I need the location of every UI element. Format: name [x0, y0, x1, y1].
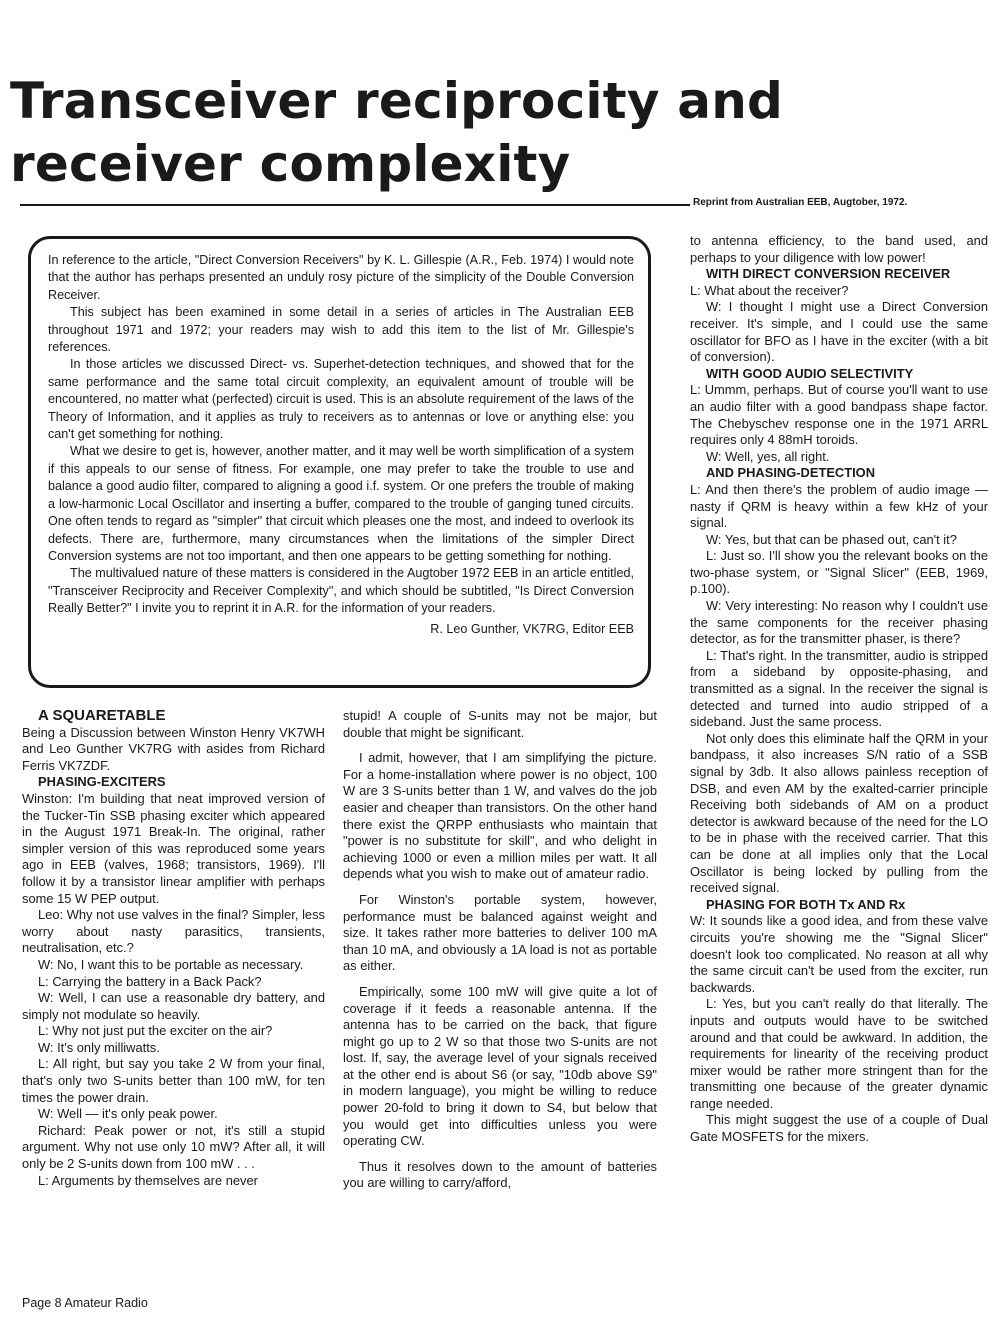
paragraph: W: I thought I might use a Direct Conversion receiver. It's simple, and I could use the same oscillator for BFO as I have in the exciter (with a bit of conversion).	[690, 299, 988, 365]
paragraph: W: Very interesting: No reason why I couldn't use the same components for the receiver phasing detector, as for the transmitter phaser, is there?	[690, 598, 988, 647]
paragraph: L: Why not just put the exciter on the air?	[38, 1023, 273, 1039]
paragraph: Winston: I'm building that neat improved version of the Tucker-Tin SSB phasing exciter which appeared in the August 1971 Break-In. The original, rather simpler version of this was reproduced some years ago in EEB (valves, 1968; transistors, 1969). I'll follow it by a transistor linear amplifier with perhaps some 15 W PEP output.	[22, 790, 325, 906]
letter-paragraph: In those articles we discussed Direct- vs. Superhet-detection techniques, and showed that for the same performance and the same total circuit complexity, an equivalent amount of trouble will be encountered, no matter what (perfected) circuit is used. This is an absolute requirement of the laws of the Theory of Information, and it applies as truly to receivers as to antennas or love or anything else: you can't get something for nothing.	[48, 357, 634, 442]
paragraph: W: Well, yes, all right.	[706, 448, 830, 464]
paragraph: to antenna efficiency, to the band used, and perhaps to your diligence with low power!	[690, 233, 988, 265]
section-heading: A SQUARETABLE	[38, 707, 166, 724]
paragraph: For Winston's portable system, however, performance must be balanced against weight and size. It takes rather more batteries to deliver 100 mA than 10 mA, and obviously a 1A load is not as portable as either.	[343, 891, 657, 974]
column-1	[22, 708, 325, 1189]
paragraph: W: Well, I can use a reasonable dry battery, and simply not modulate so heavily.	[22, 990, 325, 1022]
paragraph: stupid! A couple of S-units may not be major, but double that might be significant.	[343, 708, 657, 740]
subheading: WITH DIRECT CONVERSION RECEIVER	[706, 266, 951, 282]
paragraph: L: All right, but say you take 2 W from your final, that's only two S-units better than 100 mW, for ten times the power drain.	[22, 1056, 325, 1105]
paragraph: W: It sounds like a good idea, and from these valve circuits you're showing me the "Signal Slicer" doesn't look too complicated. No reason at all why the same circuit can't be used from the exciter, run backwards.	[690, 913, 988, 995]
paragraph: W: Yes, but that can be phased out, can't it?	[706, 531, 957, 547]
paragraph: Richard: Peak power or not, it's still a stupid argument. Why not use only 10 mW? After all, it will only be 2 S-units down from 100 mW . . .	[22, 1122, 325, 1172]
letter-paragraph: What we desire to get is, however, another matter, and it may well be worth simplification of a system if this appeals to our sense of fitness. For example, one may prefer to take the trouble to use and balance a good audio filter, compared to aligning a good i.f. system. Or one prefers the trouble of making a low-harmonic Local Oscillator and inserting a buffer, compared to the trouble of ganging tuned circuits. One often tends to regard as "simpler" that circuit which pleases one the most, and indeed to overlook its defects. There are, furthermore, many circumstances when the limitations of the simpler Direct Conversion systems are not too important, and then one appears to be getting something for nothing.	[48, 444, 634, 563]
page-footer: Page 8 Amateur Radio	[22, 1296, 148, 1310]
paragraph: L: Carrying the battery in a Back Pack?	[38, 973, 262, 989]
paragraph: L: And then there's the problem of audio image — nasty if QRM is heavy within a few kHz of your signal.	[690, 481, 988, 531]
paragraph: L: Just so. I'll show you the relevant books on the two-phase system, or "Signal Slicer" (EEB, 1969, p.100).	[690, 548, 988, 597]
paragraph: Leo: Why not use valves in the final? Simpler, less worry about nasty parasitics, transients, neutralisation, etc.?	[22, 907, 325, 956]
paragraph: L: What about the receiver?	[690, 282, 849, 298]
paragraph: W: It's only milliwatts.	[38, 1039, 160, 1055]
paragraph: I admit, however, that I am simplifying the picture. For a home-installation where power is no object, 100 W are 3 S-units better than 1 W, and valves do the job easier and cheaper than transistors. On the other hand there exist the QRPP enthusiasts who maintain that "power is no substitute for skill", and who delight in achieving 1000 or even a million miles per watt. It all depends what you wish to make out of amateur radio.	[343, 750, 657, 882]
letter-paragraph: This subject has been examined in some detail in a series of articles in The Australian EEB throughout 1971 and 1972; your readers may wish to add this item to the list of Mr. Gillespie's references.	[48, 305, 634, 355]
intro-paragraph: Being a Discussion between Winston Henry VK7WH and Leo Gunther VK7RG with asides from Richard Ferris VK7ZDF.	[22, 724, 325, 773]
paragraph: L: Arguments by themselves are never	[38, 1172, 258, 1188]
paragraph: Not only does this eliminate half the QRM in your bandpass, it also increases S/N ratio of a SSB signal by 3db. It also allows painless reception of DSB, and even AM by the exalted-carrier principle Receiving both sidebands of AM on a product detector is awkward because of the need for the LO to be in phase with the received carrier. That this can be done at all implies only that the Local Oscillator is being locked by pulling from the received signal.	[690, 730, 988, 896]
paragraph: W: No, I want this to be portable as necessary.	[38, 956, 304, 972]
paragraph: L: Ummm, perhaps. But of course you'll want to use an audio filter with a good bandpass shape factor. The Chebyschev response one in the 1971 ARRL requires only 4 88mH toroids.	[690, 382, 988, 448]
paragraph: W: Well — it's only peak power.	[38, 1106, 218, 1122]
article-title: Transceiver reciprocity and receiver complexity	[10, 72, 783, 193]
paragraph: Thus it resolves down to the amount of batteries you are willing to carry/afford,	[343, 1158, 657, 1191]
subheading: PHASING FOR BOTH Tx AND Rx	[706, 896, 906, 912]
subheading: WITH GOOD AUDIO SELECTIVITY	[706, 365, 914, 381]
title-rule	[20, 204, 690, 206]
letter-signature: R. Leo Gunther, VK7RG, Editor EEB	[430, 621, 634, 636]
paragraph: This might suggest the use of a couple of Dual Gate MOSFETS for the mixers.	[690, 1112, 988, 1145]
column-3	[690, 233, 988, 1146]
paragraph: Empirically, some 100 mW will give quite a lot of coverage if it feeds a reasonable antenna. If the antenna has to be carried on the back, that figure might go up to 2 W so that those two S-units are not lost. If, say, the average level of your signals received at the other end is about S6 (or say, "10db above S9" in modern language), you might be willing to reduce power 20-fold to bring it down to S4, but below that you would get into difficulties unless you were operating CW.	[343, 983, 657, 1149]
subheading: PHASING-EXCITERS	[38, 774, 166, 790]
reprint-credit: Reprint from Australian EEB, Augtober, 1972.	[693, 197, 908, 208]
letter-paragraph: In reference to the article, "Direct Conversion Receivers" by K. L. Gillespie (A.R., Feb. 1974) I would note that the author has perhaps presented an unduly rosy picture of the simplicity of the Double Conversion Receiver.	[48, 253, 634, 302]
letter-box	[28, 236, 651, 688]
paragraph: L: That's right. In the transmitter, audio is stripped from a sideband by opposite-phasing, and transmitted as a signal. In the receiver the signal is detected and turned into audio stripped of a sideband. Just the same process.	[690, 647, 988, 730]
paragraph: L: Yes, but you can't really do that literally. The inputs and outputs would have to be switched around and that could be awkward. In addition, the requirements for linearity of the receiving product mixer would be rather more stringent than for the transmitting one because of the greater dynamic range needed.	[690, 996, 988, 1111]
letter-paragraph: The multivalued nature of these matters is considered in the Augtober 1972 EEB in an article entitled, "Transceiver Reciprocity and Receiver Complexity", and which should be subtitled, "Is Direct Conversion Really Better?" I invite you to reprint it in A.R. for the information of your readers.	[48, 566, 634, 616]
subheading: AND PHASING-DETECTION	[706, 465, 876, 481]
column-2	[343, 708, 657, 1192]
